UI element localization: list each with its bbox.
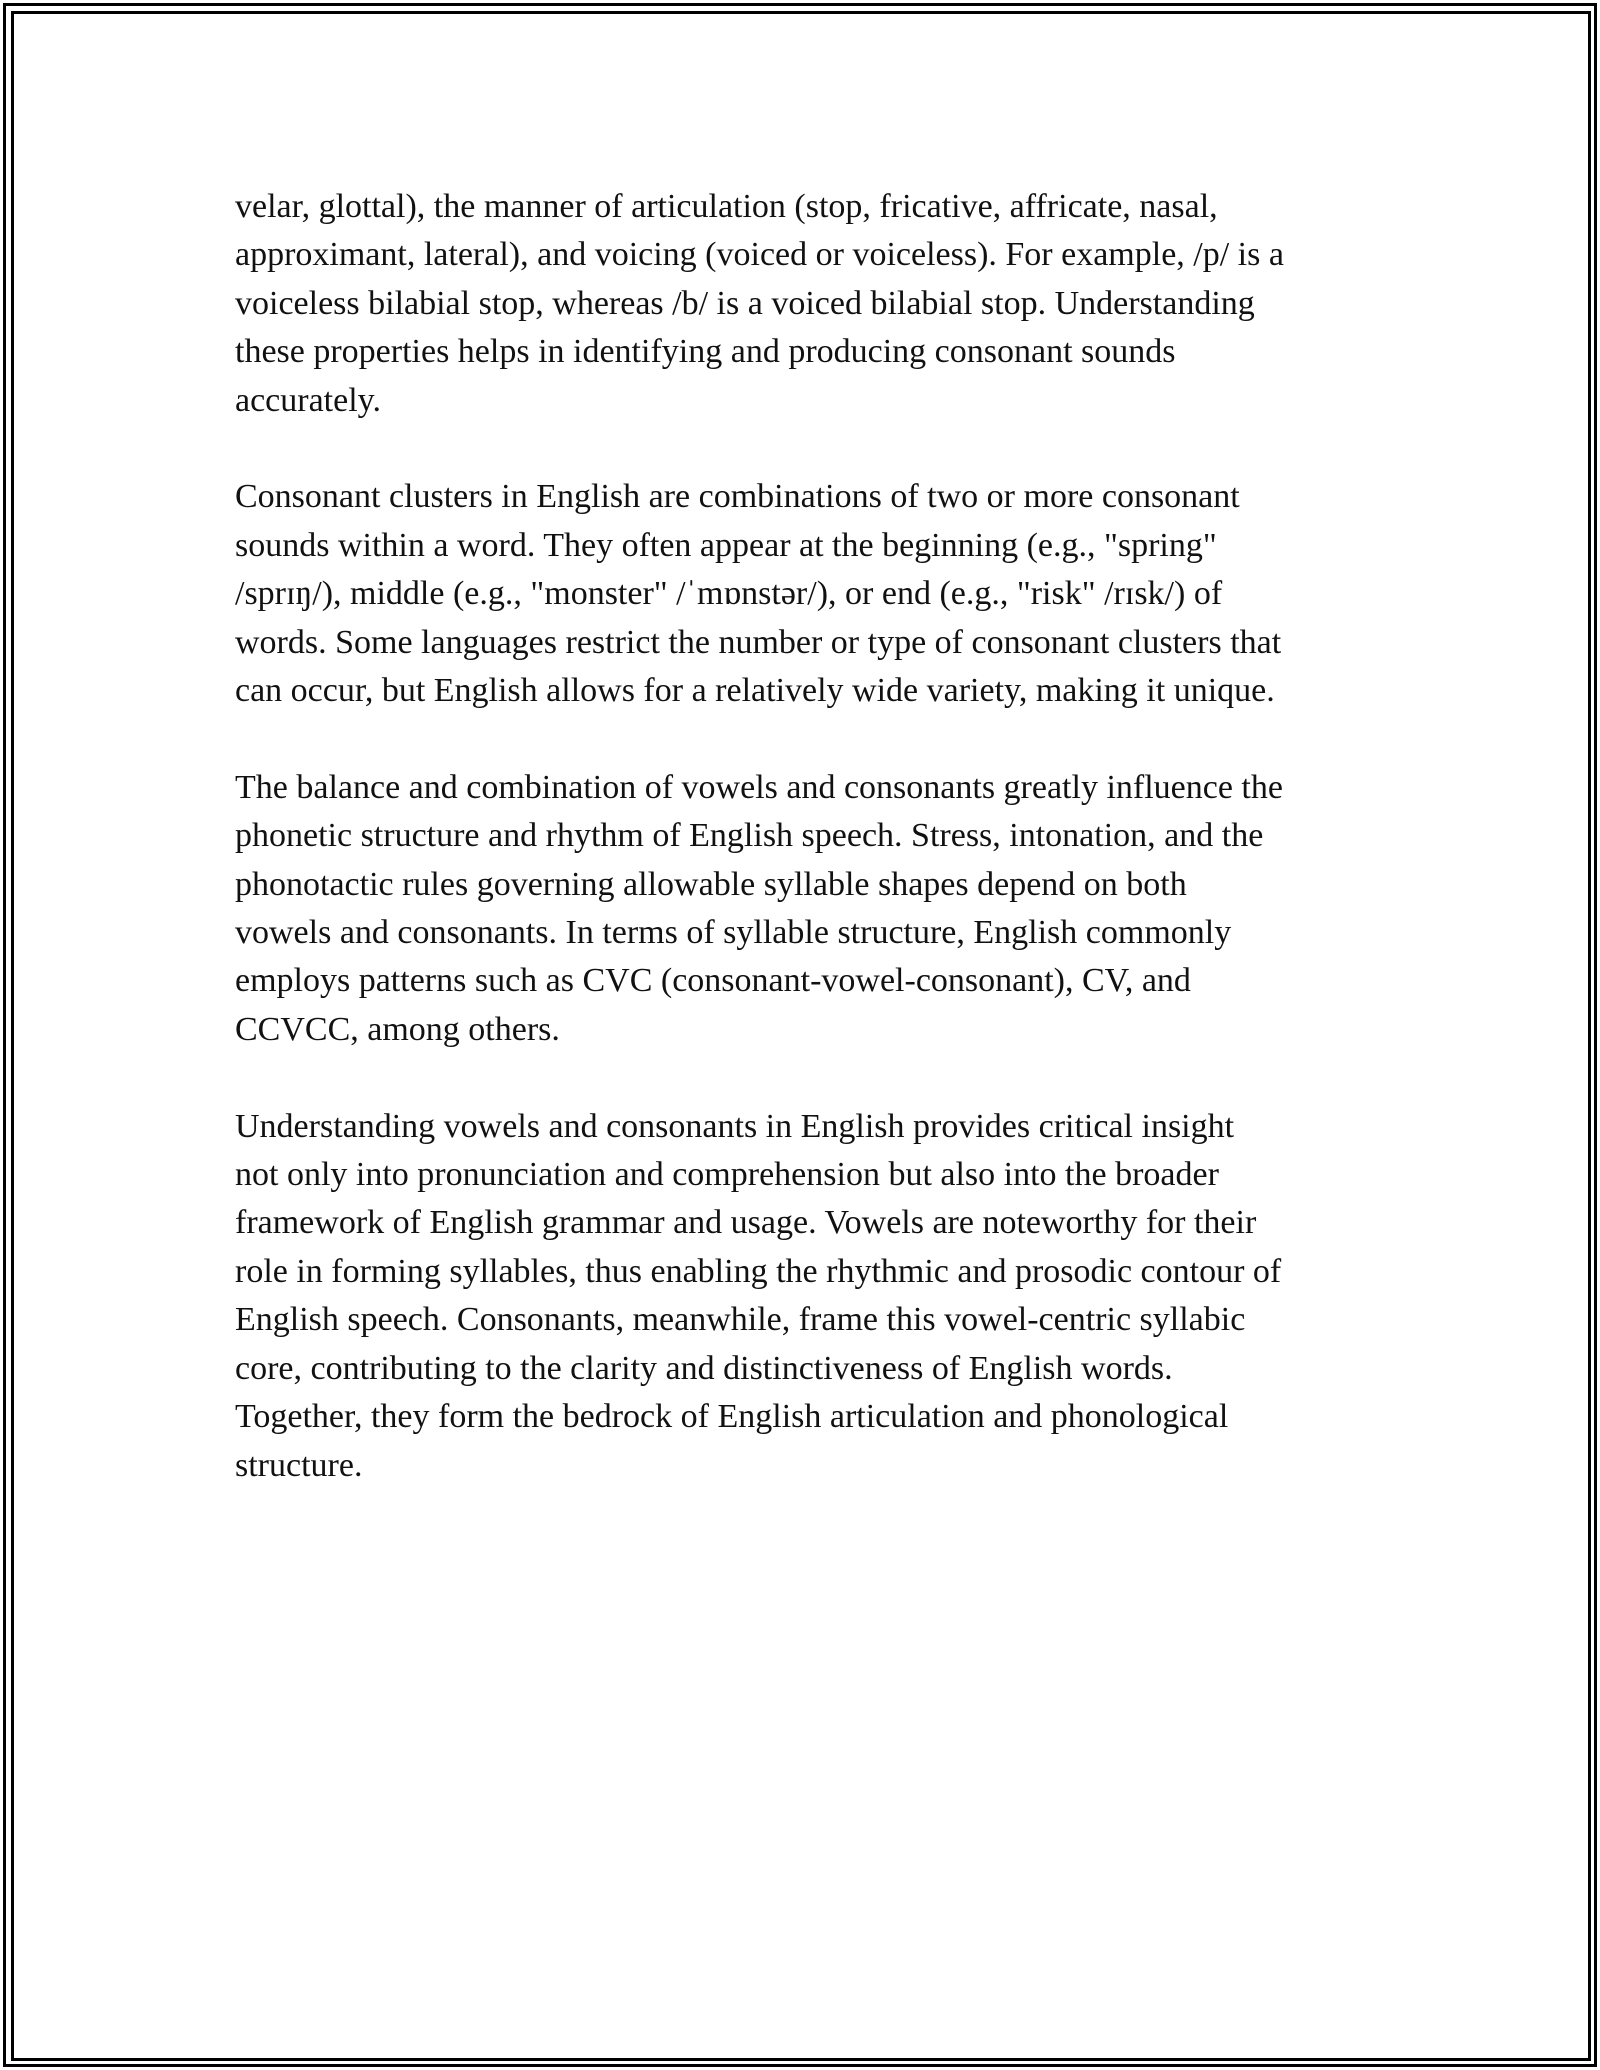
text-line: Consonant clusters in English are combinations of two or more consonant (235, 478, 1240, 516)
text-line: CCVCC, among others. (235, 1010, 560, 1048)
text-line: phonotactic rules governing allowable syllable shapes depend on both (235, 865, 1187, 903)
text-line: English speech. Consonants, meanwhile, frame this vowel-centric syllabic (235, 1301, 1246, 1339)
text-line: structure. (235, 1446, 363, 1484)
text-line: role in forming syllables, thus enabling the rhythmic and prosodic contour of (235, 1252, 1282, 1290)
text-line: accurately. (235, 381, 381, 419)
text-line: Together, they form the bedrock of English articulation and phonological (235, 1398, 1229, 1436)
paragraph-consonant-clusters (235, 473, 1385, 715)
text-line: these properties helps in identifying and producing consonant sounds (235, 333, 1176, 371)
paragraph-consonant-properties (235, 183, 1385, 425)
text-line: approximant, lateral), and voicing (voiced or voiceless). For example, /p/ is a (235, 236, 1284, 274)
text-line: sounds within a word. They often appear at the beginning (e.g., "spring" (235, 526, 1217, 564)
document-body (235, 183, 1385, 1538)
text-line: can occur, but English allows for a relatively wide variety, making it unique. (235, 672, 1275, 710)
text-line: velar, glottal), the manner of articulation (stop, fricative, affricate, nasal, (235, 188, 1218, 225)
text-line: /sprɪŋ/), middle (e.g., "monster" /ˈmɒnstər/), or end (e.g., "risk" /rɪsk/) of (235, 575, 1223, 613)
text-line: core, contributing to the clarity and distinctiveness of English words. (235, 1349, 1173, 1387)
text-line: voiceless bilabial stop, whereas /b/ is a voiced bilabial stop. Understanding (235, 284, 1255, 322)
text-line: vowels and consonants. In terms of syllable structure, English commonly (235, 914, 1232, 952)
text-line: The balance and combination of vowels and consonants greatly influence the (235, 768, 1283, 806)
text-line: phonetic structure and rhythm of English speech. Stress, intonation, and the (235, 817, 1264, 855)
text-line: not only into pronunciation and comprehension but also into the broader (235, 1156, 1219, 1194)
text-line: framework of English grammar and usage. Vowels are noteworthy for their (235, 1204, 1257, 1242)
paragraph-syllable-structure (235, 764, 1385, 1054)
text-line: Understanding vowels and consonants in English provides critical insight (235, 1107, 1235, 1145)
text-line: words. Some languages restrict the number or type of consonant clusters that (235, 623, 1282, 661)
paragraph-conclusion (235, 1103, 1385, 1490)
text-line: employs patterns such as CVC (consonant-vowel-consonant), CV, and (235, 962, 1191, 1000)
